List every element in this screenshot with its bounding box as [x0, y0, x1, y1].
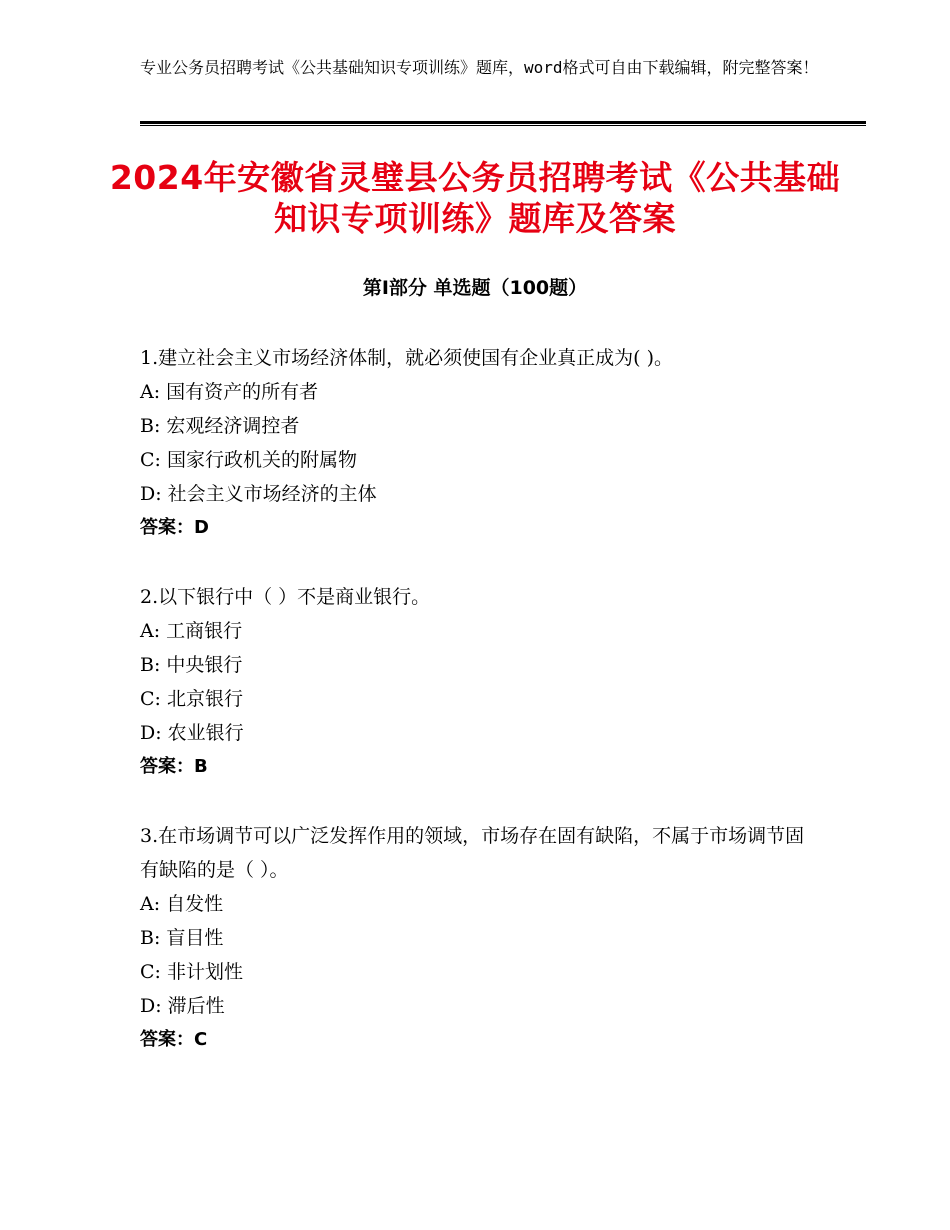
option-c: C: 非计划性 [140, 961, 243, 983]
answer-line: 答案：B [140, 756, 208, 777]
answer-line: 答案：D [140, 517, 209, 538]
question-stem: 1.建立社会主义市场经济体制，就必须使国有企业真正成为( )。 [140, 347, 673, 369]
option-d: D: 农业银行 [140, 722, 244, 744]
option-b: B: 盲目性 [140, 927, 224, 949]
question-stem: 3.在市场调节可以广泛发挥作用的领域，市场存在固有缺陷，不属于市场调节固有缺陷的是（ ）。 [140, 825, 805, 881]
option-c: C: 北京银行 [140, 688, 243, 710]
option-b: B: 宏观经济调控者 [140, 415, 300, 437]
header-divider-thick [140, 121, 866, 124]
header-divider-thin [140, 125, 866, 126]
answer-line: 答案：C [140, 1029, 208, 1050]
option-b: B: 中央银行 [140, 654, 243, 676]
document-title: 2024年安徽省灵璧县公务员招聘考试《公共基础知识专项训练》题库及答案 [109, 158, 841, 238]
question-2 [140, 580, 820, 784]
option-c: C: 国家行政机关的附属物 [140, 449, 357, 471]
section-heading: 第Ⅰ部分 单选题（100题） [362, 277, 588, 299]
option-d: D: 滞后性 [140, 995, 225, 1017]
option-a: A: 国有资产的所有者 [140, 381, 319, 403]
question-stem: 2.以下银行中（ ）不是商业银行。 [140, 586, 431, 608]
question-3 [140, 819, 820, 1057]
header-note: 专业公务员招聘考试《公共基础知识专项训练》题库，word格式可自由下载编辑，附完整答案！ [140, 58, 819, 77]
option-d: D: 社会主义市场经济的主体 [140, 483, 377, 505]
question-1 [140, 341, 820, 545]
option-a: A: 自发性 [140, 893, 224, 915]
option-a: A: 工商银行 [140, 620, 243, 642]
